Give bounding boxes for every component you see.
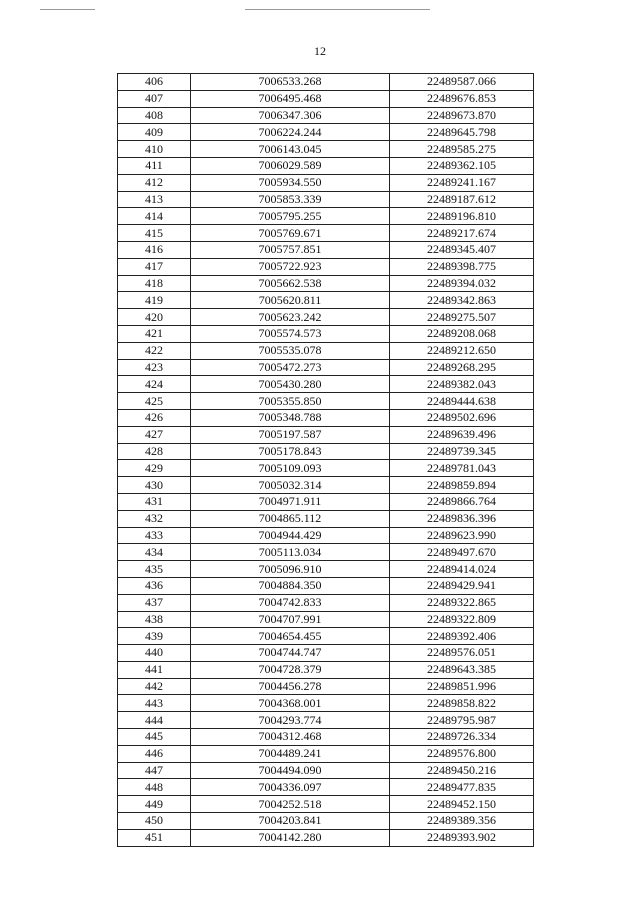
- point-number-cell: 427: [118, 426, 191, 443]
- point-number-cell: 412: [118, 174, 191, 191]
- x-coordinate-cell: 7005096.910: [191, 561, 390, 578]
- x-coordinate-cell: 7005620.811: [191, 292, 390, 309]
- point-number-cell: 406: [118, 74, 191, 91]
- table-row: [118, 359, 534, 376]
- table-row: [118, 695, 534, 712]
- x-coordinate-cell: 7005032.314: [191, 477, 390, 494]
- y-coordinate-cell: 22489275.507: [390, 309, 534, 326]
- x-coordinate-cell: 7005430.280: [191, 376, 390, 393]
- x-coordinate-cell: 7004142.280: [191, 829, 390, 846]
- y-coordinate-cell: 22489726.334: [390, 729, 534, 746]
- table-row: [118, 443, 534, 460]
- y-coordinate-cell: 22489497.670: [390, 544, 534, 561]
- point-number-cell: 449: [118, 796, 191, 813]
- y-coordinate-cell: 22489739.345: [390, 443, 534, 460]
- x-coordinate-cell: 7005934.550: [191, 174, 390, 191]
- point-number-cell: 438: [118, 611, 191, 628]
- table-row: [118, 292, 534, 309]
- point-number-cell: 416: [118, 241, 191, 258]
- table-row: [118, 628, 534, 645]
- x-coordinate-cell: 7004336.097: [191, 779, 390, 796]
- point-number-cell: 428: [118, 443, 191, 460]
- x-coordinate-cell: 7004368.001: [191, 695, 390, 712]
- x-coordinate-cell: 7006533.268: [191, 74, 390, 91]
- point-number-cell: 446: [118, 745, 191, 762]
- table-row: [118, 796, 534, 813]
- y-coordinate-cell: 22489212.650: [390, 342, 534, 359]
- x-coordinate-cell: 7005348.788: [191, 409, 390, 426]
- y-coordinate-cell: 22489836.396: [390, 510, 534, 527]
- x-coordinate-cell: 7004293.774: [191, 712, 390, 729]
- y-coordinate-cell: 22489345.407: [390, 241, 534, 258]
- point-number-cell: 425: [118, 393, 191, 410]
- x-coordinate-cell: 7005109.093: [191, 460, 390, 477]
- x-coordinate-cell: 7004884.350: [191, 577, 390, 594]
- x-coordinate-cell: 7005722.923: [191, 258, 390, 275]
- table-row: [118, 678, 534, 695]
- y-coordinate-cell: 22489576.800: [390, 745, 534, 762]
- x-coordinate-cell: 7006495.468: [191, 90, 390, 107]
- x-coordinate-cell: 7004865.112: [191, 510, 390, 527]
- table-row: [118, 712, 534, 729]
- x-coordinate-cell: 7005574.573: [191, 325, 390, 342]
- table-row: [118, 762, 534, 779]
- y-coordinate-cell: 22489362.105: [390, 157, 534, 174]
- point-number-cell: 431: [118, 493, 191, 510]
- y-coordinate-cell: 22489450.216: [390, 762, 534, 779]
- point-number-cell: 430: [118, 477, 191, 494]
- y-coordinate-cell: 22489673.870: [390, 107, 534, 124]
- table-row: [118, 829, 534, 846]
- x-coordinate-cell: 7004944.429: [191, 527, 390, 544]
- point-number-cell: 417: [118, 258, 191, 275]
- y-coordinate-cell: 22489623.990: [390, 527, 534, 544]
- x-coordinate-cell: 7005535.078: [191, 342, 390, 359]
- table-row: [118, 174, 534, 191]
- point-number-cell: 441: [118, 661, 191, 678]
- point-number-cell: 410: [118, 141, 191, 158]
- y-coordinate-cell: 22489382.043: [390, 376, 534, 393]
- table-row: [118, 107, 534, 124]
- y-coordinate-cell: 22489795.987: [390, 712, 534, 729]
- table-row: [118, 645, 534, 662]
- y-coordinate-cell: 22489639.496: [390, 426, 534, 443]
- table-row: [118, 325, 534, 342]
- x-coordinate-cell: 7005662.538: [191, 275, 390, 292]
- point-number-cell: 418: [118, 275, 191, 292]
- y-coordinate-cell: 22489858.822: [390, 695, 534, 712]
- table-row: [118, 124, 534, 141]
- scan-artifact-line: [245, 9, 430, 10]
- x-coordinate-cell: 7004312.468: [191, 729, 390, 746]
- table-row: [118, 544, 534, 561]
- x-coordinate-cell: 7004654.455: [191, 628, 390, 645]
- y-coordinate-cell: 22489208.068: [390, 325, 534, 342]
- point-number-cell: 424: [118, 376, 191, 393]
- table-row: [118, 241, 534, 258]
- y-coordinate-cell: 22489393.902: [390, 829, 534, 846]
- y-coordinate-cell: 22489452.150: [390, 796, 534, 813]
- point-number-cell: 434: [118, 544, 191, 561]
- table-row: [118, 813, 534, 830]
- table-row: [118, 309, 534, 326]
- y-coordinate-cell: 22489676.853: [390, 90, 534, 107]
- point-number-cell: 426: [118, 409, 191, 426]
- point-number-cell: 436: [118, 577, 191, 594]
- point-number-cell: 435: [118, 561, 191, 578]
- coordinates-table: [117, 73, 534, 847]
- y-coordinate-cell: 22489444.638: [390, 393, 534, 410]
- point-number-cell: 447: [118, 762, 191, 779]
- point-number-cell: 440: [118, 645, 191, 662]
- y-coordinate-cell: 22489322.809: [390, 611, 534, 628]
- y-coordinate-cell: 22489645.798: [390, 124, 534, 141]
- x-coordinate-cell: 7004203.841: [191, 813, 390, 830]
- point-number-cell: 421: [118, 325, 191, 342]
- point-number-cell: 407: [118, 90, 191, 107]
- x-coordinate-cell: 7006347.306: [191, 107, 390, 124]
- y-coordinate-cell: 22489342.863: [390, 292, 534, 309]
- x-coordinate-cell: 7005795.255: [191, 208, 390, 225]
- x-coordinate-cell: 7005178.843: [191, 443, 390, 460]
- table-row: [118, 141, 534, 158]
- table-row: [118, 275, 534, 292]
- x-coordinate-cell: 7004744.747: [191, 645, 390, 662]
- point-number-cell: 450: [118, 813, 191, 830]
- x-coordinate-cell: 7006143.045: [191, 141, 390, 158]
- table-row: [118, 74, 534, 91]
- y-coordinate-cell: 22489429.941: [390, 577, 534, 594]
- table-row: [118, 393, 534, 410]
- table-row: [118, 225, 534, 242]
- x-coordinate-cell: 7005113.034: [191, 544, 390, 561]
- point-number-cell: 413: [118, 191, 191, 208]
- y-coordinate-cell: 22489859.894: [390, 477, 534, 494]
- y-coordinate-cell: 22489781.043: [390, 460, 534, 477]
- x-coordinate-cell: 7004728.379: [191, 661, 390, 678]
- y-coordinate-cell: 22489643.385: [390, 661, 534, 678]
- table-row: [118, 561, 534, 578]
- point-number-cell: 444: [118, 712, 191, 729]
- table-row: [118, 426, 534, 443]
- point-number-cell: 419: [118, 292, 191, 309]
- table-row: [118, 342, 534, 359]
- point-number-cell: 411: [118, 157, 191, 174]
- point-number-cell: 432: [118, 510, 191, 527]
- point-number-cell: 443: [118, 695, 191, 712]
- table-row: [118, 493, 534, 510]
- x-coordinate-cell: 7004971.911: [191, 493, 390, 510]
- point-number-cell: 448: [118, 779, 191, 796]
- coordinates-table-body: [118, 74, 534, 847]
- point-number-cell: 445: [118, 729, 191, 746]
- table-row: [118, 208, 534, 225]
- point-number-cell: 422: [118, 342, 191, 359]
- table-row: [118, 376, 534, 393]
- x-coordinate-cell: 7005769.671: [191, 225, 390, 242]
- y-coordinate-cell: 22489502.696: [390, 409, 534, 426]
- y-coordinate-cell: 22489241.167: [390, 174, 534, 191]
- point-number-cell: 433: [118, 527, 191, 544]
- table-row: [118, 409, 534, 426]
- y-coordinate-cell: 22489196.810: [390, 208, 534, 225]
- table-row: [118, 745, 534, 762]
- x-coordinate-cell: 7004742.833: [191, 594, 390, 611]
- table-row: [118, 510, 534, 527]
- point-number-cell: 439: [118, 628, 191, 645]
- x-coordinate-cell: 7005853.339: [191, 191, 390, 208]
- y-coordinate-cell: 22489585.275: [390, 141, 534, 158]
- point-number-cell: 415: [118, 225, 191, 242]
- y-coordinate-cell: 22489268.295: [390, 359, 534, 376]
- point-number-cell: 429: [118, 460, 191, 477]
- x-coordinate-cell: 7004707.991: [191, 611, 390, 628]
- y-coordinate-cell: 22489389.356: [390, 813, 534, 830]
- scan-artifact-line: [40, 9, 95, 10]
- table-row: [118, 90, 534, 107]
- table-row: [118, 779, 534, 796]
- x-coordinate-cell: 7005757.851: [191, 241, 390, 258]
- x-coordinate-cell: 7006029.589: [191, 157, 390, 174]
- x-coordinate-cell: 7005472.273: [191, 359, 390, 376]
- table-row: [118, 594, 534, 611]
- table-row: [118, 527, 534, 544]
- y-coordinate-cell: 22489398.775: [390, 258, 534, 275]
- table-row: [118, 157, 534, 174]
- y-coordinate-cell: 22489587.066: [390, 74, 534, 91]
- point-number-cell: 442: [118, 678, 191, 695]
- x-coordinate-cell: 7004494.090: [191, 762, 390, 779]
- y-coordinate-cell: 22489576.051: [390, 645, 534, 662]
- table-row: [118, 191, 534, 208]
- table-row: [118, 729, 534, 746]
- page-number: 12: [314, 44, 326, 58]
- x-coordinate-cell: 7004252.518: [191, 796, 390, 813]
- table-row: [118, 661, 534, 678]
- table-row: [118, 611, 534, 628]
- point-number-cell: 451: [118, 829, 191, 846]
- x-coordinate-cell: 7004456.278: [191, 678, 390, 695]
- table-row: [118, 577, 534, 594]
- table-row: [118, 258, 534, 275]
- x-coordinate-cell: 7005623.242: [191, 309, 390, 326]
- point-number-cell: 437: [118, 594, 191, 611]
- y-coordinate-cell: 22489187.612: [390, 191, 534, 208]
- y-coordinate-cell: 22489851.996: [390, 678, 534, 695]
- y-coordinate-cell: 22489217.674: [390, 225, 534, 242]
- y-coordinate-cell: 22489477.835: [390, 779, 534, 796]
- x-coordinate-cell: 7005197.587: [191, 426, 390, 443]
- x-coordinate-cell: 7004489.241: [191, 745, 390, 762]
- point-number-cell: 420: [118, 309, 191, 326]
- y-coordinate-cell: 22489392.406: [390, 628, 534, 645]
- y-coordinate-cell: 22489394.032: [390, 275, 534, 292]
- point-number-cell: 408: [118, 107, 191, 124]
- y-coordinate-cell: 22489322.865: [390, 594, 534, 611]
- point-number-cell: 409: [118, 124, 191, 141]
- x-coordinate-cell: 7006224.244: [191, 124, 390, 141]
- table-row: [118, 477, 534, 494]
- table-row: [118, 460, 534, 477]
- point-number-cell: 414: [118, 208, 191, 225]
- x-coordinate-cell: 7005355.850: [191, 393, 390, 410]
- y-coordinate-cell: 22489866.764: [390, 493, 534, 510]
- y-coordinate-cell: 22489414.024: [390, 561, 534, 578]
- point-number-cell: 423: [118, 359, 191, 376]
